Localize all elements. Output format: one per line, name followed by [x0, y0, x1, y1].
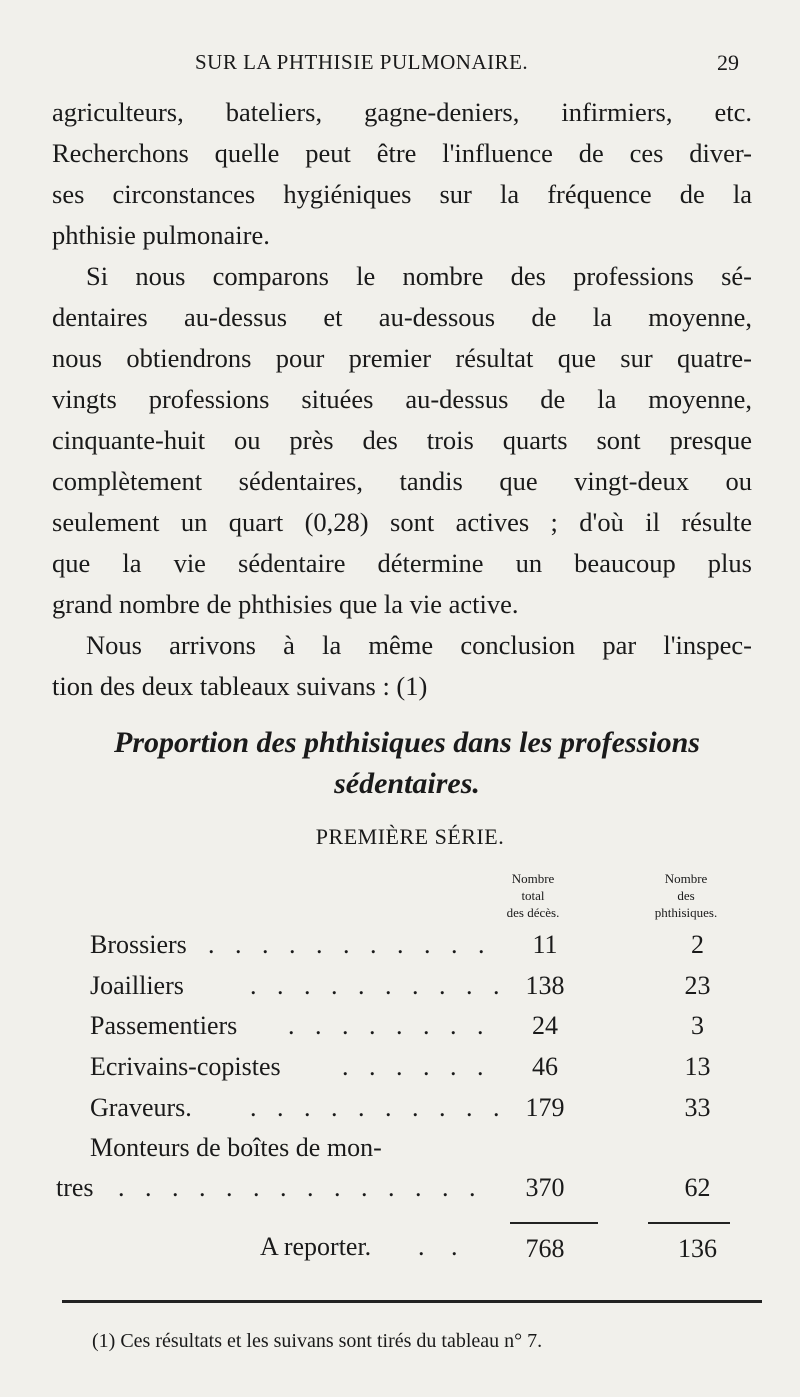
- row-label: Ecrivains-copistes: [90, 1052, 281, 1081]
- column-header-total: [488, 870, 578, 921]
- carry-phthisiques: 136: [678, 1234, 717, 1263]
- text-line: tion des deux tableaux suivans : (1): [52, 671, 428, 701]
- row-phthisiques: 2: [691, 930, 704, 959]
- text-line: Recherchons quelle peut être l'influence de ces diver-: [52, 138, 752, 168]
- text-line: complètement sédentaires, tandis que vingt-deux ou: [52, 466, 752, 496]
- leader-dots: . . . . . . . . . . .: [208, 930, 492, 959]
- row-label: Brossiers: [90, 930, 187, 959]
- paragraph-2: [52, 256, 752, 625]
- column-header-text: des: [677, 888, 695, 903]
- leader-dots: . . . . . . . . . .: [250, 1093, 507, 1122]
- table-row: [90, 1052, 740, 1092]
- row-total: 179: [525, 1093, 565, 1122]
- carry-forward-label: A reporter.: [260, 1232, 372, 1261]
- row-total: 46: [532, 1052, 558, 1081]
- row-total: 370: [525, 1173, 565, 1202]
- row-total: 138: [525, 971, 565, 1000]
- row-total: 24: [532, 1011, 558, 1040]
- leader-dots: . .: [418, 1232, 468, 1261]
- table-row: [56, 1173, 740, 1213]
- row-label: Joailliers: [90, 971, 184, 1000]
- table-row: [90, 1011, 740, 1051]
- series-heading: PREMIÈRE SÉRIE.: [315, 824, 505, 849]
- column-header-text: Nombre: [511, 871, 555, 886]
- leader-dots: . . . . . . . . . .: [250, 971, 507, 1000]
- table-row: [90, 1093, 740, 1133]
- column-header-text: phthisiques.: [654, 905, 718, 920]
- row-phthisiques: 33: [684, 1093, 711, 1122]
- page-number: 29: [717, 50, 739, 75]
- text-line: ses circonstances hygiéniques sur la fréquence de la: [52, 179, 752, 209]
- text-line: que la vie sédentaire détermine un beaucoup plus: [52, 548, 752, 578]
- text-line: agriculteurs, bateliers, gagne-deniers, infirmiers, etc.: [52, 97, 752, 127]
- row-phthisiques: 62: [684, 1173, 711, 1202]
- table-row: [90, 930, 740, 970]
- text-line: cinquante-huit ou près des trois quarts sont presque: [52, 425, 752, 455]
- table-title-line-2: sédentaires.: [334, 767, 480, 800]
- column-header-text: des décès.: [506, 905, 560, 920]
- row-label: tres: [56, 1173, 94, 1202]
- row-phthisiques: 3: [691, 1011, 704, 1040]
- sum-rule-total: [510, 1222, 598, 1224]
- text-line: dentaires au-dessus et au-dessous de la moyenne,: [52, 302, 752, 332]
- footnote-rule: [62, 1300, 762, 1303]
- carry-total: 768: [525, 1234, 565, 1263]
- text-line: Si nous comparons le nombre des professions sé-: [86, 261, 752, 291]
- leader-dots: . . . . . . . . . . . . . .: [118, 1173, 483, 1202]
- body-text: [52, 92, 752, 707]
- leader-dots: . . . . . .: [342, 1052, 491, 1081]
- paragraph-1: [52, 92, 752, 256]
- paragraph-3: [52, 625, 752, 707]
- text-line: nous obtiendrons pour premier résultat que sur quatre-: [52, 343, 752, 373]
- text-line: phthisie pulmonaire.: [52, 220, 270, 250]
- text-line: Nous arrivons à la même conclusion par l'inspec-: [86, 630, 752, 660]
- column-header-phthisiques: [638, 870, 734, 921]
- table-title-line-1: Proportion des phthisiques dans les professions: [114, 726, 700, 759]
- sum-rule-phthisiques: [648, 1222, 730, 1224]
- running-title: SUR LA PHTHISIE PULMONAIRE.: [195, 50, 529, 74]
- text-line: grand nombre de phthisies que la vie active.: [52, 589, 519, 619]
- text-line: seulement un quart (0,28) sont actives ; d'où il résulte: [52, 507, 752, 537]
- column-header-text: total: [521, 888, 545, 903]
- running-head: [0, 48, 800, 78]
- row-total: 11: [532, 930, 558, 959]
- row-label: Passementiers: [90, 1011, 238, 1040]
- row-label-line-1: Monteurs de boîtes de mon-: [90, 1133, 382, 1162]
- footnote: (1) Ces résultats et les suivans sont tirés du tableau n° 7.: [92, 1330, 543, 1352]
- column-header-text: Nombre: [664, 871, 708, 886]
- text-line: vingts professions situées au-dessus de la moyenne,: [52, 384, 752, 414]
- row-phthisiques: 23: [684, 971, 711, 1000]
- leader-dots: . . . . . . . .: [288, 1011, 491, 1040]
- table-row-continued-label: [90, 1133, 740, 1173]
- table-title: [52, 722, 762, 804]
- table-row: [90, 971, 740, 1011]
- row-label: Graveurs.: [90, 1093, 192, 1122]
- row-phthisiques: 13: [684, 1052, 711, 1081]
